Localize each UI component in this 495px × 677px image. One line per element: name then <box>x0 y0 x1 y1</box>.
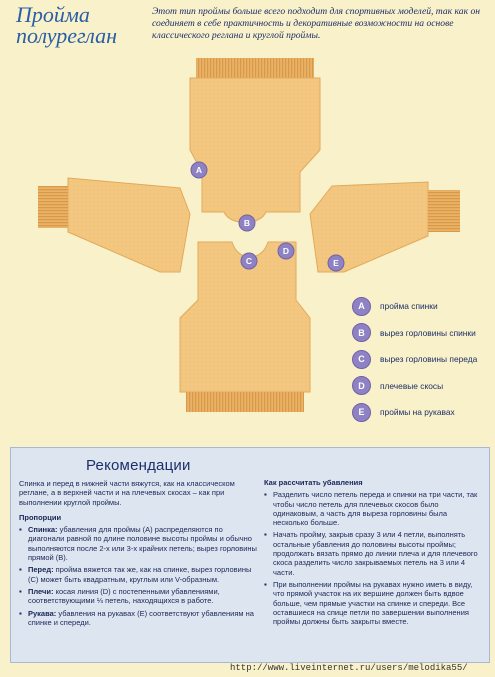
list-item <box>19 565 257 584</box>
marker-c <box>241 253 257 269</box>
back-piece <box>190 58 320 223</box>
marker-e <box>328 255 344 271</box>
legend <box>352 293 490 426</box>
calc-title: Как рассчитать убавления <box>264 478 363 487</box>
item-text: пройма вяжется так же, как на спинке, вырез горловины (C) может быть квадратным, круглым или V-образным. <box>28 565 252 584</box>
item-text: убавления на рукавах (E) соответствуют убавлениям на спинке и спереди. <box>28 608 254 627</box>
recommendations-panel <box>10 447 490 663</box>
list-item <box>19 587 257 606</box>
list-item: ▪ Начать пройму, закрыв сразу 3 или 4 петли, выполнять остальные убавления до половины высоты проймы; продолжать вязать прямо до линии плеча и для плечевого скоса разделить число закрываемых петель на 3 или 4 части. <box>264 530 482 576</box>
list-item: ▪ Разделить число петель переда и спинки на три части, так чтобы число петель для плечевых скосов было одинаковым, а часть для выреза горловины была несколько больше. <box>264 490 482 527</box>
back-body <box>190 78 320 223</box>
item-text: косая линия (D) с постепенными убавлениями, соответствующими ⅓ петель, находящихся в работе. <box>28 586 220 606</box>
svg-text:D: D <box>282 246 290 256</box>
right-column <box>264 478 482 629</box>
svg-text:E: E <box>333 258 339 268</box>
svg-text:B: B <box>243 218 251 228</box>
item-text: убавления для проймы (A) распределяются по диагонали равной по длине половине высоты проймы и обычно выполняются после 2-х или 3-х крайних петель; вырез горловины прямой (B). <box>28 525 257 563</box>
proportions-title: Пропорции <box>19 512 62 522</box>
item-term: Плечи: <box>28 586 54 596</box>
title-line-2: полуреглан <box>16 23 118 48</box>
marker-b <box>239 215 255 231</box>
legend-label: пройма спинки <box>380 301 438 312</box>
legend-label: вырез горловины спинки <box>380 327 476 338</box>
legend-badge: B <box>352 323 371 342</box>
legend-item-d <box>352 373 490 400</box>
marker-a <box>191 162 207 178</box>
legend-badge: C <box>352 350 371 369</box>
legend-badge: E <box>352 403 371 422</box>
panel-heading: Рекомендации <box>86 457 191 474</box>
intro-text: Этот тип проймы больше всего подходит для спортивных моделей, так как он соединяет в себе практичность и декоративные возможности на основе классического реглана и круглой проймы. <box>152 6 481 41</box>
panel-intro: Спинка и перед в нижней части вяжутся, как на классическом реглане, а в верхней части и на плечевых скосах – как при выполнении круглой проймы. <box>19 479 235 507</box>
left-cuff <box>38 186 68 228</box>
left-sleeve <box>38 178 190 272</box>
legend-label: вырез горловины переда <box>380 354 478 365</box>
marker-d <box>278 243 294 259</box>
legend-item-a <box>352 293 490 320</box>
legend-badge: A <box>352 297 371 316</box>
source-watermark: http://www.liveinternet.ru/users/melodika55/ <box>230 663 468 673</box>
back-top-ribbing <box>196 58 314 78</box>
legend-item-e <box>352 399 490 426</box>
left-sleeve-body <box>68 178 190 272</box>
title-line-1: Пройма <box>16 2 90 27</box>
legend-item-c <box>352 346 490 373</box>
legend-label: проймы на рукавах <box>380 407 455 418</box>
front-bottom-ribbing <box>186 392 304 412</box>
legend-badge: D <box>352 376 371 395</box>
item-term: Рукава: <box>28 608 57 618</box>
left-column <box>19 479 257 630</box>
right-sleeve-body <box>310 182 428 272</box>
svg-text:C: C <box>245 256 253 266</box>
svg-text:A: A <box>195 165 203 175</box>
item-term: Перед: <box>28 565 54 575</box>
legend-item-b <box>352 320 490 347</box>
right-cuff <box>428 190 460 232</box>
item-term: Спинка: <box>28 525 58 535</box>
list-item: ▪ При выполнении проймы на рукавах нужно иметь в виду, что прямой участок на их вершине должен быть вдвое больше, чем прямые участки на спинке и спереди. Все оставшиеся на спице петли по завершении выполнения проймы должны быть закрыты вместе. <box>264 580 482 626</box>
list-item <box>19 525 257 562</box>
list-item <box>19 609 257 628</box>
legend-label: плечевые скосы <box>380 380 444 391</box>
